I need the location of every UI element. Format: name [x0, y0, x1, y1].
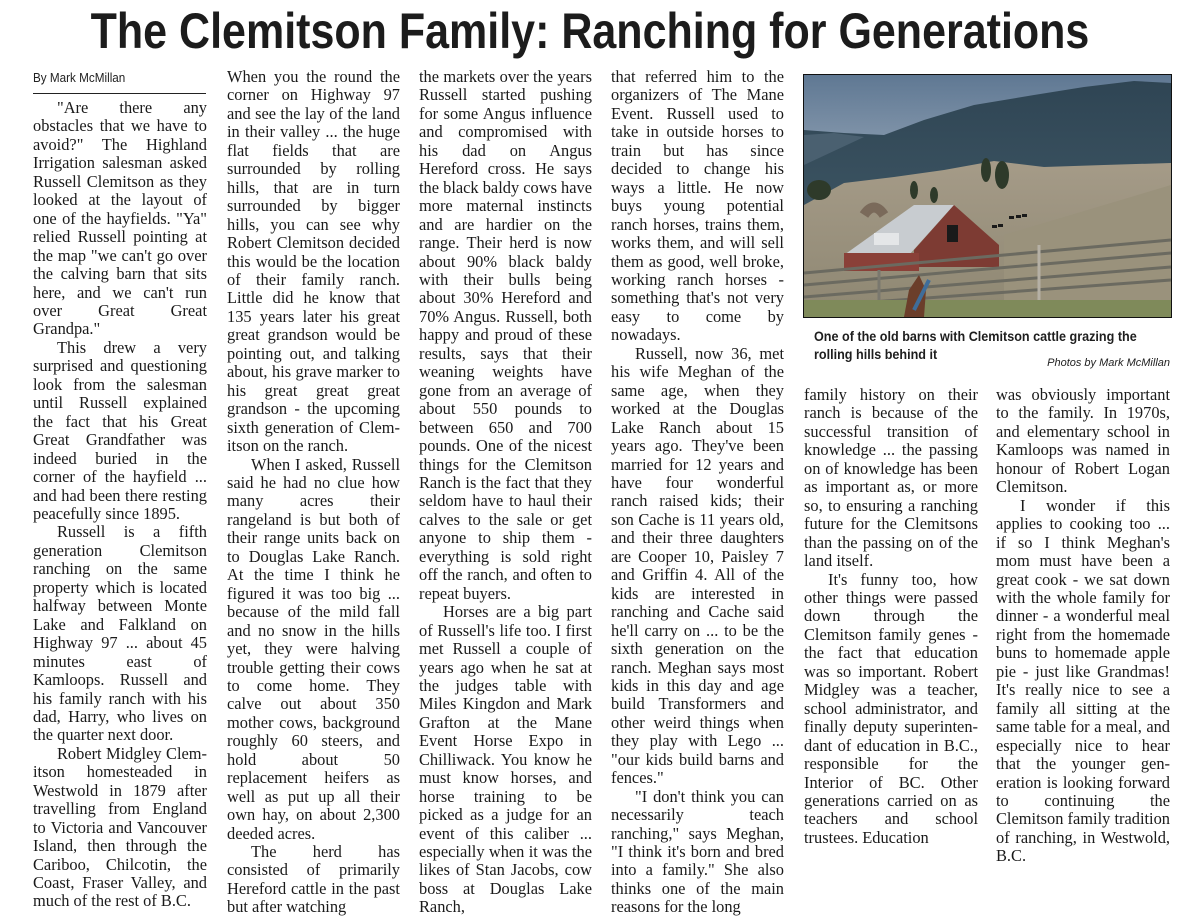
paragraph: "I don't think you can necessarily teach ranching," says Meghan, "I think it's born and bred into a family." She also thinks one of the main reasons for the long [611, 786, 784, 917]
paragraph: I wonder if this applies to cooking too ... if so I think Meghan's mom must have been a great cook - we sat down with the whole family for dinner - a wonderful meal right from the homemade buns to homemade apple pie - just like Grandmas! It's really nice to see a family all sitting at the same table for a meal, and especially nice to hear that the younger generation is looking forward to continuing the Clemitson family tradition of ranching, in Westwold, B.C. [996, 495, 1170, 866]
paragraph: It's funny too, how other things were passed down through the Clemitson family genes - the fact that education was so important. Robert Midgley was a teacher, school administrator, and finally deputy superintendant of education in B.C., responsible for the Interior of BC. Other generations carried on as teachers and school trustees. Education [804, 569, 978, 847]
paragraph: Horses are a big part of Russell's life too. I first met Russell a couple of years ago when he sat at the judges table with Miles Kingdon and Mark Grafton at the Mane Event Horse Expo in Chilliwack. You know he must know horses, and horse training to be picked as a judge for an event of this caliber ... especially when it was the likes of Stan Jacobs, cow boss at Douglas Lake Ranch, [419, 602, 592, 917]
barn-photo [803, 74, 1172, 318]
paragraph: the markets over the years Russell started pushing for some Angus influence and compromised with his dad on Angus Hereford cross. He says the black baldy cows have more maternal instincts and are hardier on the range. Their herd is now about 90% black baldy with their bulls being about 30% Hereford and 70% Angus. Russell, both happy and proud of these results, says that their weaning weights have gone from an average of about 550 pounds to between 650 and 700 pounds. One of the nicest things for the Clemitson Ranch is the fact that they seldom have to haul their calves to the sale or get anyone to ship them - everything is sold right off the ranch, and often to repeat buyers. [419, 67, 592, 603]
article-column-3 [419, 68, 592, 917]
photo-credit: Photos by Mark McMillan [1047, 357, 1170, 369]
paragraph: that referred him to the organizers of The Mane Event. Russell used to take in outside horses to train but has since decided to change his ways a little. He now buys young potential ranch horses, trains them, works them, and will sell them as good, well broke, working ranch horses - something that's not very easy to come by nowadays. [611, 67, 784, 345]
byline-divider [33, 93, 206, 94]
paragraph: This drew a very surprised and questioning look from the salesman until Russell explained the fact that his Great Great Grandfather was indeed buried in the corner of the hayfield ... and had been there resting peacefully since 1895. [33, 337, 207, 523]
paragraph: Robert Midgley Clemitson homesteaded in Westwold in 1879 after travelling from England to Victoria and Vancouver Island, then through the Cariboo, Chilcotin, the Coast, Fraser Valley, and much of the rest of B.C. [33, 743, 207, 911]
photo-caption: One of the old barns with Clemitson cattle grazing the rolling hills behind it [814, 328, 1137, 362]
article-column-2 [227, 68, 400, 917]
barn-landscape-photo-icon [804, 75, 1171, 317]
byline: By Mark McMillan [33, 70, 126, 85]
article-column-4 [611, 68, 784, 917]
paragraph: When I asked, Russell said he had no clue how many acres their rangeland is but both of their range units back on to Douglas Lake Ranch. At the time I think he figured it was too big ... because of the mild fall and no snow in the hills yet, they were halving trouble getting their cows to come home. They calve out about 350 mother cows, background roughly 60 steers, and hold about 50 replacement heifers as well as put up all their own hay, on about 2,300 deeded acres. [227, 454, 400, 843]
paragraph: The herd has consisted of primarily Hereford cattle in the past but after watching [227, 842, 400, 917]
paragraph: Russell, now 36, met his wife Meghan of the same age, when they worked at the Douglas Lake Ranch about 15 years ago. They've been married for 12 years and have four wonderful ranch raised kids; their son Cache is 11 years old, and their three daughters are Cooper 10, Paisley 7 and Griffin 4. All of the kids are interested in ranching and Cache said he'll carry on ... to be the sixth generation on the ranch. Meghan says most kids in this day and age build Transformers and other weird things when they play with Lego ... "our kids build barns and fences." [611, 343, 784, 788]
paragraph: "Are there any obstacles that we have to avoid?" The Highland Irrigation salesman asked Russell Clemitson as they looked at the layout of one of the hayfields. "Ya" relied Russell pointing at the map "we can't go over the calving barn that sits here, and we can't run over Great Great Grandpa." [33, 98, 207, 339]
article-column-6 [996, 386, 1170, 866]
article-column-5 [804, 386, 978, 847]
article-column-1 [33, 99, 207, 911]
article-headline: The Clemitson Family: Ranching for Generations [90, 3, 1090, 59]
paragraph: family history on their ranch is because of the successful transition of knowledge ... the passing on of knowledge has been as important as, or more so, to ensuring a ranching future for the Clemitsons than the passing on of the land itself. [804, 385, 978, 571]
paragraph: When you the round the corner on Highway 97 and see the lay of the land in their valley ... the huge flat fields that are surrounded by rolling hills, that are in turn surrounded by bigger hills, you can see why Robert Clemitson decided this would be the location of their family ranch. Little did he know that 135 years later his great great grandson would be pointing out, and talking about, his grave marker to his great great great grandson - the upcoming sixth generation of Clemitson on the ranch. [227, 67, 400, 456]
paragraph: was obviously important to the family. In 1970s, and elementary school in Kamloops was named in honour of Robert Logan Clemitson. [996, 385, 1170, 497]
paragraph: Russell is a fifth generation Clemitson ranching on the same property which is located halfway between Monte Lake and Falkland on Highway 97 ... about 45 minutes east of Kamloops. Russell and his family ranch with his dad, Harry, who lives on the quarter next door. [33, 522, 207, 745]
